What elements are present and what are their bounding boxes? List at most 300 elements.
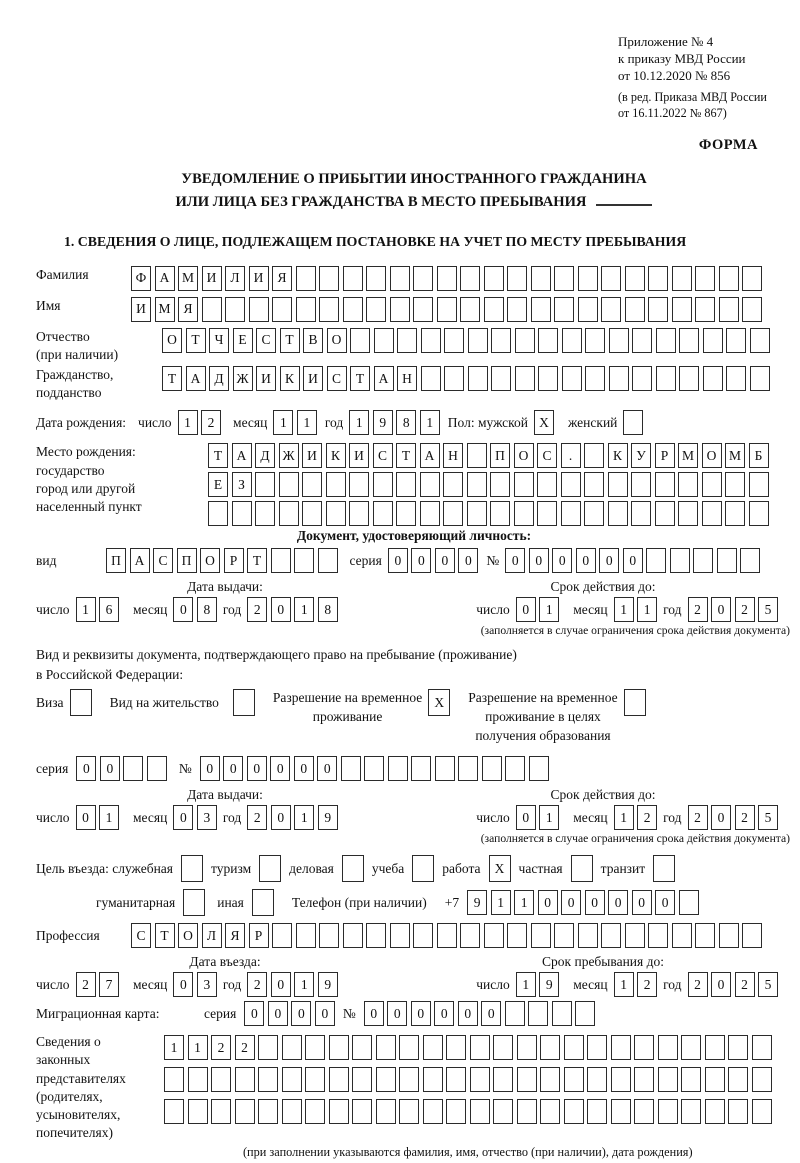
form-cell[interactable]: 1	[420, 410, 440, 435]
form-cell[interactable]	[376, 1035, 396, 1060]
form-cell[interactable]	[493, 1067, 513, 1092]
form-cell[interactable]	[695, 923, 715, 948]
form-cell[interactable]: С	[153, 548, 173, 573]
form-cell[interactable]	[702, 501, 722, 526]
form-cell[interactable]	[352, 1035, 372, 1060]
form-cell[interactable]	[493, 1035, 513, 1060]
form-cell[interactable]	[258, 1099, 278, 1124]
form-cell[interactable]	[719, 266, 739, 291]
form-cell[interactable]: 2	[211, 1035, 231, 1060]
doc-issue-day-cells[interactable]	[76, 597, 120, 622]
form-cell[interactable]	[366, 266, 386, 291]
form-cell[interactable]	[411, 756, 431, 781]
form-cell[interactable]	[705, 1067, 725, 1092]
form-cell[interactable]	[305, 1067, 325, 1092]
form-cell[interactable]	[646, 548, 666, 573]
form-cell[interactable]	[305, 1035, 325, 1060]
form-cell[interactable]	[255, 501, 275, 526]
form-cell[interactable]	[444, 366, 464, 391]
form-cell[interactable]	[390, 297, 410, 322]
phone-cells[interactable]	[467, 890, 699, 915]
birth-year-cells[interactable]	[349, 410, 440, 435]
visa-checkbox[interactable]	[70, 689, 92, 716]
form-cell[interactable]	[681, 1099, 701, 1124]
form-cell[interactable]	[742, 297, 762, 322]
form-cell[interactable]	[625, 297, 645, 322]
form-cell[interactable]	[695, 266, 715, 291]
form-cell[interactable]	[446, 1067, 466, 1092]
form-cell[interactable]: .	[561, 443, 581, 468]
form-cell[interactable]	[681, 1067, 701, 1092]
form-cell[interactable]	[319, 297, 339, 322]
form-cell[interactable]	[670, 548, 690, 573]
form-cell[interactable]: 0	[271, 597, 291, 622]
form-cell[interactable]	[366, 297, 386, 322]
form-cell[interactable]	[587, 1099, 607, 1124]
permit-valid-day-cells[interactable]	[516, 805, 560, 830]
form-cell[interactable]: 0	[317, 756, 337, 781]
form-cell[interactable]	[554, 297, 574, 322]
form-cell[interactable]	[678, 472, 698, 497]
form-cell[interactable]	[728, 1099, 748, 1124]
form-cell[interactable]	[648, 923, 668, 948]
form-cell[interactable]	[584, 443, 604, 468]
form-cell[interactable]: П	[106, 548, 126, 573]
form-cell[interactable]	[531, 923, 551, 948]
form-cell[interactable]: 0	[516, 597, 536, 622]
form-cell[interactable]	[514, 501, 534, 526]
birth-month-cells[interactable]	[273, 410, 317, 435]
form-cell[interactable]	[658, 1099, 678, 1124]
form-cell[interactable]	[319, 266, 339, 291]
form-cell[interactable]: 0	[271, 972, 291, 997]
birthplace-cells-line2[interactable]	[208, 472, 769, 497]
form-cell[interactable]	[468, 328, 488, 353]
sex-female-checkbox[interactable]	[623, 410, 643, 435]
purpose-study-checkbox[interactable]	[412, 855, 434, 882]
form-cell[interactable]: И	[302, 443, 322, 468]
form-cell[interactable]	[611, 1067, 631, 1092]
form-cell[interactable]	[258, 1035, 278, 1060]
form-cell[interactable]: 9	[539, 972, 559, 997]
form-cell[interactable]: Я	[178, 297, 198, 322]
surname-cells[interactable]	[131, 266, 762, 291]
form-cell[interactable]: 9	[318, 805, 338, 830]
form-cell[interactable]	[390, 923, 410, 948]
form-cell[interactable]: 8	[318, 597, 338, 622]
form-cell[interactable]	[396, 501, 416, 526]
form-cell[interactable]	[705, 1099, 725, 1124]
form-cell[interactable]	[611, 1099, 631, 1124]
form-cell[interactable]: 0	[481, 1001, 501, 1026]
form-cell[interactable]: 6	[99, 597, 119, 622]
form-cell[interactable]: М	[678, 443, 698, 468]
form-cell[interactable]: 0	[315, 1001, 335, 1026]
form-cell[interactable]	[725, 501, 745, 526]
form-cell[interactable]	[493, 1099, 513, 1124]
form-cell[interactable]	[672, 297, 692, 322]
form-cell[interactable]	[531, 266, 551, 291]
form-cell[interactable]: 0	[458, 548, 478, 573]
form-cell[interactable]	[634, 1099, 654, 1124]
form-cell[interactable]	[279, 472, 299, 497]
form-cell[interactable]	[728, 1067, 748, 1092]
form-cell[interactable]	[390, 266, 410, 291]
form-cell[interactable]	[302, 501, 322, 526]
form-cell[interactable]	[413, 923, 433, 948]
birth-day-cells[interactable]	[178, 410, 222, 435]
form-cell[interactable]	[349, 472, 369, 497]
form-cell[interactable]: 0	[173, 597, 193, 622]
form-cell[interactable]: 7	[99, 972, 119, 997]
form-cell[interactable]	[341, 756, 361, 781]
form-cell[interactable]	[255, 472, 275, 497]
form-cell[interactable]	[634, 1035, 654, 1060]
form-cell[interactable]	[552, 1001, 572, 1026]
form-cell[interactable]	[531, 297, 551, 322]
form-cell[interactable]	[421, 328, 441, 353]
form-cell[interactable]: 2	[688, 805, 708, 830]
form-cell[interactable]	[444, 328, 464, 353]
form-cell[interactable]: Ф	[131, 266, 151, 291]
form-cell[interactable]: 0	[388, 548, 408, 573]
form-cell[interactable]: 2	[688, 597, 708, 622]
form-cell[interactable]	[681, 1035, 701, 1060]
purpose-tourism-checkbox[interactable]	[259, 855, 281, 882]
form-cell[interactable]	[491, 366, 511, 391]
form-cell[interactable]	[123, 756, 143, 781]
form-cell[interactable]	[752, 1067, 772, 1092]
form-cell[interactable]: 2	[735, 597, 755, 622]
form-cell[interactable]: 0	[76, 756, 96, 781]
form-cell[interactable]: И	[131, 297, 151, 322]
form-cell[interactable]: 0	[247, 756, 267, 781]
name-cells[interactable]	[131, 297, 762, 322]
form-cell[interactable]	[540, 1067, 560, 1092]
form-cell[interactable]	[537, 472, 557, 497]
form-cell[interactable]: А	[186, 366, 206, 391]
form-cell[interactable]: 0	[711, 972, 731, 997]
form-cell[interactable]: И	[249, 266, 269, 291]
form-cell[interactable]	[271, 548, 291, 573]
form-cell[interactable]: 0	[434, 1001, 454, 1026]
form-cell[interactable]	[507, 266, 527, 291]
form-cell[interactable]	[554, 266, 574, 291]
form-cell[interactable]	[575, 1001, 595, 1026]
form-cell[interactable]: Т	[280, 328, 300, 353]
entry-month-cells[interactable]	[173, 972, 217, 997]
form-cell[interactable]: М	[178, 266, 198, 291]
form-cell[interactable]	[225, 297, 245, 322]
form-cell[interactable]	[423, 1067, 443, 1092]
migration-number-cells[interactable]	[364, 1001, 596, 1026]
form-cell[interactable]: 0	[244, 1001, 264, 1026]
form-cell[interactable]: О	[327, 328, 347, 353]
form-cell[interactable]: Л	[202, 923, 222, 948]
form-cell[interactable]	[726, 366, 746, 391]
form-cell[interactable]: 9	[373, 410, 393, 435]
form-cell[interactable]: 0	[529, 548, 549, 573]
form-cell[interactable]	[625, 923, 645, 948]
form-cell[interactable]	[742, 266, 762, 291]
form-cell[interactable]	[672, 266, 692, 291]
form-cell[interactable]: С	[373, 443, 393, 468]
sex-male-checkbox[interactable]: X	[534, 410, 554, 435]
form-cell[interactable]: 0	[561, 890, 581, 915]
form-cell[interactable]	[446, 1099, 466, 1124]
form-cell[interactable]	[279, 501, 299, 526]
form-cell[interactable]	[413, 297, 433, 322]
form-cell[interactable]	[420, 501, 440, 526]
form-cell[interactable]	[505, 756, 525, 781]
form-cell[interactable]	[282, 1099, 302, 1124]
form-cell[interactable]: 0	[270, 756, 290, 781]
edu-permit-checkbox[interactable]	[624, 689, 646, 716]
form-cell[interactable]: О	[702, 443, 722, 468]
form-cell[interactable]: Т	[247, 548, 267, 573]
form-cell[interactable]	[514, 472, 534, 497]
form-cell[interactable]	[349, 501, 369, 526]
form-cell[interactable]	[656, 366, 676, 391]
form-cell[interactable]: 0	[608, 890, 628, 915]
form-cell[interactable]	[420, 472, 440, 497]
form-cell[interactable]	[318, 548, 338, 573]
form-cell[interactable]	[296, 297, 316, 322]
doc-number-cells[interactable]	[505, 548, 760, 573]
form-cell[interactable]	[188, 1099, 208, 1124]
form-cell[interactable]	[608, 501, 628, 526]
form-cell[interactable]: 1	[178, 410, 198, 435]
form-cell[interactable]: Т	[350, 366, 370, 391]
form-cell[interactable]	[631, 472, 651, 497]
form-cell[interactable]	[740, 548, 760, 573]
form-cell[interactable]: 1	[294, 972, 314, 997]
form-cell[interactable]	[517, 1067, 537, 1092]
form-cell[interactable]	[540, 1099, 560, 1124]
form-cell[interactable]	[679, 890, 699, 915]
form-cell[interactable]: П	[177, 548, 197, 573]
form-cell[interactable]	[376, 1067, 396, 1092]
guardians-cells-line3[interactable]	[164, 1099, 772, 1124]
form-cell[interactable]: 0	[294, 756, 314, 781]
purpose-private-checkbox[interactable]	[571, 855, 593, 882]
form-cell[interactable]: 5	[758, 597, 778, 622]
form-cell[interactable]: 2	[247, 597, 267, 622]
form-cell[interactable]	[611, 1035, 631, 1060]
form-cell[interactable]	[679, 366, 699, 391]
entry-year-cells[interactable]	[247, 972, 338, 997]
form-cell[interactable]	[658, 1067, 678, 1092]
form-cell[interactable]: 0	[76, 805, 96, 830]
form-cell[interactable]: 2	[735, 972, 755, 997]
form-cell[interactable]: Е	[208, 472, 228, 497]
form-cell[interactable]: Н	[397, 366, 417, 391]
form-cell[interactable]	[564, 1067, 584, 1092]
form-cell[interactable]	[491, 328, 511, 353]
migration-series-cells[interactable]	[244, 1001, 335, 1026]
form-cell[interactable]	[601, 923, 621, 948]
form-cell[interactable]	[717, 548, 737, 573]
guardians-cells-line2[interactable]	[164, 1067, 772, 1092]
form-cell[interactable]	[470, 1099, 490, 1124]
form-cell[interactable]	[726, 328, 746, 353]
form-cell[interactable]	[561, 472, 581, 497]
form-cell[interactable]	[437, 923, 457, 948]
form-cell[interactable]: А	[232, 443, 252, 468]
form-cell[interactable]	[446, 1035, 466, 1060]
form-cell[interactable]	[366, 923, 386, 948]
form-cell[interactable]	[413, 266, 433, 291]
form-cell[interactable]	[326, 501, 346, 526]
form-cell[interactable]: 0	[387, 1001, 407, 1026]
form-cell[interactable]	[147, 756, 167, 781]
form-cell[interactable]: М	[725, 443, 745, 468]
form-cell[interactable]: 0	[200, 756, 220, 781]
form-cell[interactable]	[540, 1035, 560, 1060]
form-cell[interactable]: 0	[435, 548, 455, 573]
form-cell[interactable]	[655, 472, 675, 497]
form-cell[interactable]	[679, 328, 699, 353]
form-cell[interactable]	[750, 366, 770, 391]
form-cell[interactable]	[329, 1067, 349, 1092]
form-cell[interactable]: 0	[655, 890, 675, 915]
form-cell[interactable]: О	[200, 548, 220, 573]
form-cell[interactable]	[423, 1099, 443, 1124]
form-cell[interactable]: К	[280, 366, 300, 391]
form-cell[interactable]: 0	[411, 1001, 431, 1026]
form-cell[interactable]: 9	[318, 972, 338, 997]
form-cell[interactable]	[725, 472, 745, 497]
form-cell[interactable]	[749, 472, 769, 497]
form-cell[interactable]	[632, 366, 652, 391]
form-cell[interactable]	[399, 1099, 419, 1124]
form-cell[interactable]	[343, 266, 363, 291]
form-cell[interactable]	[164, 1067, 184, 1092]
form-cell[interactable]: С	[256, 328, 276, 353]
form-cell[interactable]: Р	[655, 443, 675, 468]
form-cell[interactable]	[484, 266, 504, 291]
form-cell[interactable]: 1	[614, 972, 634, 997]
form-cell[interactable]: 0	[538, 890, 558, 915]
form-cell[interactable]: М	[155, 297, 175, 322]
form-cell[interactable]: 0	[173, 972, 193, 997]
form-cell[interactable]	[397, 328, 417, 353]
form-cell[interactable]	[608, 472, 628, 497]
form-cell[interactable]	[188, 1067, 208, 1092]
form-cell[interactable]	[655, 501, 675, 526]
form-cell[interactable]	[211, 1067, 231, 1092]
form-cell[interactable]	[388, 756, 408, 781]
form-cell[interactable]	[272, 297, 292, 322]
form-cell[interactable]: С	[327, 366, 347, 391]
form-cell[interactable]	[490, 472, 510, 497]
form-cell[interactable]	[578, 297, 598, 322]
form-cell[interactable]	[529, 756, 549, 781]
profession-cells[interactable]	[131, 923, 762, 948]
form-cell[interactable]	[561, 501, 581, 526]
form-cell[interactable]	[515, 328, 535, 353]
form-cell[interactable]: 0	[711, 805, 731, 830]
form-cell[interactable]	[467, 501, 487, 526]
form-cell[interactable]: П	[490, 443, 510, 468]
form-cell[interactable]	[693, 548, 713, 573]
form-cell[interactable]: 1	[99, 805, 119, 830]
form-cell[interactable]: Я	[225, 923, 245, 948]
form-cell[interactable]	[305, 1099, 325, 1124]
form-cell[interactable]: Т	[186, 328, 206, 353]
form-cell[interactable]: 2	[235, 1035, 255, 1060]
form-cell[interactable]: 2	[735, 805, 755, 830]
form-cell[interactable]	[282, 1067, 302, 1092]
doc-issue-month-cells[interactable]	[173, 597, 217, 622]
doc-valid-month-cells[interactable]	[614, 597, 658, 622]
form-cell[interactable]: Я	[272, 266, 292, 291]
birthplace-cells-line1[interactable]	[208, 443, 769, 468]
form-cell[interactable]: 5	[758, 972, 778, 997]
purpose-transit-checkbox[interactable]	[653, 855, 675, 882]
form-cell[interactable]	[396, 472, 416, 497]
form-cell[interactable]: 2	[688, 972, 708, 997]
form-cell[interactable]	[423, 1035, 443, 1060]
form-cell[interactable]	[460, 297, 480, 322]
permit-valid-month-cells[interactable]	[614, 805, 658, 830]
form-cell[interactable]	[421, 366, 441, 391]
form-cell[interactable]	[507, 297, 527, 322]
residence-permit-checkbox[interactable]	[233, 689, 255, 716]
form-cell[interactable]	[282, 1035, 302, 1060]
form-cell[interactable]	[537, 501, 557, 526]
purpose-work-checkbox[interactable]: X	[489, 855, 511, 882]
form-cell[interactable]	[326, 472, 346, 497]
form-cell[interactable]: 2	[247, 972, 267, 997]
form-cell[interactable]	[443, 501, 463, 526]
form-cell[interactable]	[435, 756, 455, 781]
form-cell[interactable]: О	[178, 923, 198, 948]
permit-issue-year-cells[interactable]	[247, 805, 338, 830]
form-cell[interactable]: А	[130, 548, 150, 573]
form-cell[interactable]: 0	[632, 890, 652, 915]
form-cell[interactable]	[437, 266, 457, 291]
form-cell[interactable]: 0	[268, 1001, 288, 1026]
form-cell[interactable]: 1	[349, 410, 369, 435]
form-cell[interactable]	[352, 1099, 372, 1124]
form-cell[interactable]: И	[256, 366, 276, 391]
form-cell[interactable]: К	[608, 443, 628, 468]
form-cell[interactable]	[350, 328, 370, 353]
form-cell[interactable]: Б	[749, 443, 769, 468]
form-cell[interactable]: 0	[291, 1001, 311, 1026]
form-cell[interactable]	[752, 1035, 772, 1060]
form-cell[interactable]	[437, 297, 457, 322]
form-cell[interactable]	[329, 1035, 349, 1060]
form-cell[interactable]	[484, 923, 504, 948]
form-cell[interactable]	[601, 266, 621, 291]
form-cell[interactable]: 1	[164, 1035, 184, 1060]
form-cell[interactable]: Н	[443, 443, 463, 468]
form-cell[interactable]: Т	[208, 443, 228, 468]
form-cell[interactable]: 1	[273, 410, 293, 435]
form-cell[interactable]	[656, 328, 676, 353]
form-cell[interactable]	[585, 366, 605, 391]
form-cell[interactable]: 0	[223, 756, 243, 781]
form-cell[interactable]	[507, 923, 527, 948]
form-cell[interactable]	[235, 1067, 255, 1092]
form-cell[interactable]: Ж	[233, 366, 253, 391]
form-cell[interactable]	[296, 923, 316, 948]
form-cell[interactable]	[515, 366, 535, 391]
form-cell[interactable]	[601, 297, 621, 322]
form-cell[interactable]: 0	[711, 597, 731, 622]
